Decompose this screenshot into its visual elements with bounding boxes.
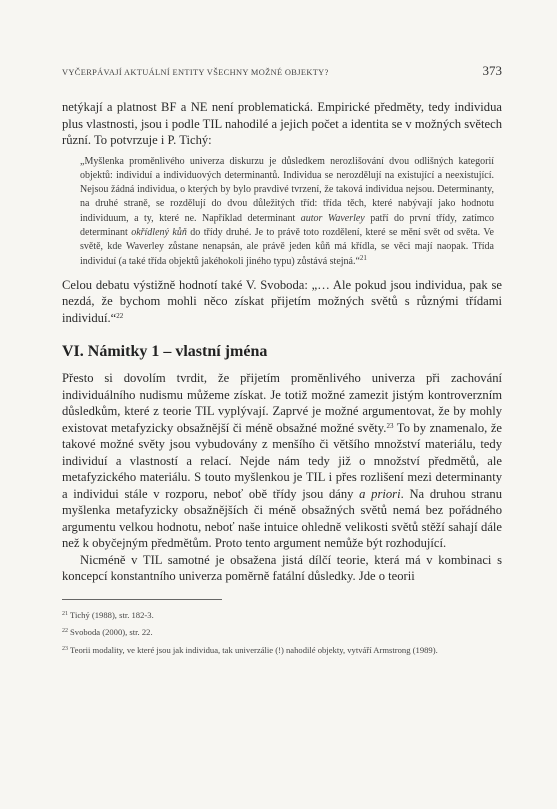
footnote-ref-22: 22 xyxy=(116,311,124,320)
quote-italic-term-2: okřídlený kůň xyxy=(131,226,187,238)
page-header xyxy=(62,63,502,79)
paragraph-2-text: Celou debatu výstižně hodnotí také V. Svoboda: „… Ale pokud jsou individua, pak se nezdá, že bychom mohli něco získat přijetím možných světů s různými třídami individuí.“ xyxy=(62,277,502,325)
quote-text-b: patří do první třídy, zatímco determinant xyxy=(80,212,494,238)
footnote-ref-21: 21 xyxy=(359,253,367,262)
quote-italic-term-1: autor Waverley xyxy=(300,212,365,224)
footnote-21 xyxy=(62,608,502,622)
footnote-23 xyxy=(62,643,502,657)
paragraph-3-text-a: Přesto si dovolím tvrdit, že přijetím proměnlivého univerza při zachování individuálního nudismu můžeme získat. Je totiž možné zamezit jistým kontroverzním důsledkům, které z teorie TIL vyplývají. Zaprvé je možné argumentovat, že by mohly existovat metafyzicky obsažnější či méně obsažné možné světy. xyxy=(62,371,502,435)
paragraph-3 xyxy=(62,370,502,552)
footnote-divider xyxy=(62,599,222,600)
page-number: 373 xyxy=(482,63,502,78)
paragraph-3-italic: a priori xyxy=(359,486,401,501)
quote-text-a: „Myšlenka proměnlivého univerza diskurzu je důsledkem nerozlišování dvou odlišných kategorií objektů: individuí a individuových determinantů. Individua se nerozdělují na existující a neexistující. Nejsou žádná individua, o kterých by bylo pravdivé tvrzení, že taková individua nejsou. Determinanty, na druhé straně, se rozdělují do dvou důležitých tříd: třída těch, které nabývají jako hodnotu individuum, a ty, které ne. Například determinant xyxy=(80,155,494,224)
quote-text-c: do třídy druhé. Je to právě toto rozdělení, které se mění svět od světa. Ve světě, kde Waverley zůstane nenapsán, ale právě jeden kůň má křídla, se věci mají naopak. Třída individuí (a také třída objektů jakéhokoli jiného typu) zůstává stejná.“ xyxy=(80,226,494,267)
footnote-number: 21 xyxy=(62,610,68,617)
paragraph-3-text-c: . Na druhou stranu myšlenka metafyzicky obsažnějších či méně obsažných světů nemá bez pořádného argumentu velkou hodnotu, neboť naše intuice ohledně velikosti světů stěží sahají dále než k obyčejným předmětům. Proto tento argument nemůže být rozhodující. xyxy=(62,486,502,551)
paragraph-1-text: netýkají a platnost BF a NE není problematická. Empirické předměty, tedy individua plus vlastnosti, jsou i podle TIL nahodilé a jejich počet a identita se v možných světech různí. To potvrzuje i P. Tichý: xyxy=(62,100,502,147)
footnote-text: Tichý (1988), str. 182-3. xyxy=(70,609,154,620)
paragraph-4 xyxy=(62,552,502,585)
footnote-number: 22 xyxy=(62,628,68,635)
section-heading: VI. Námitky 1 – vlastní jména xyxy=(62,343,268,361)
paragraph-3-text-b: To by znamenalo, že takové možné světy jsou vybudovány z menšího či většího množství materiálu, tedy individuí a vlastností a relací. Nejde nám tedy již o množství předmětů, ale metafyzického materiálu. S touto myšlenkou je TIL i přes rozlišení mezi determinanty a individui stále v rozporu, neboť obě třídy jsou dány xyxy=(62,420,502,501)
block-quote xyxy=(80,155,494,269)
footnote-ref-23: 23 xyxy=(386,421,394,430)
footnotes xyxy=(62,608,502,657)
footnote-22 xyxy=(62,625,502,639)
paragraph-1 xyxy=(62,99,502,149)
paragraph-4-text: Nicméně v TIL samotné je obsažena jistá dílčí teorie, která má v kombinaci s koncepcí konstantního univerza poměrně fatální důsledky. Jde o teorii xyxy=(62,552,502,584)
footnote-number: 23 xyxy=(62,645,68,652)
footnote-text: Teorii modality, ve které jsou jak individua, tak univerzálie (!) nahodilé objekty, vytváří Armstrong (1989). xyxy=(70,644,438,655)
paragraph-2 xyxy=(62,277,502,327)
page-content xyxy=(62,99,502,660)
running-head: VYČERPÁVAJÍ AKTUÁLNÍ ENTITY VŠECHNY MOŽNÉ OBJEKTY? xyxy=(62,68,329,77)
footnote-text: Svoboda (2000), str. 22. xyxy=(70,627,153,638)
